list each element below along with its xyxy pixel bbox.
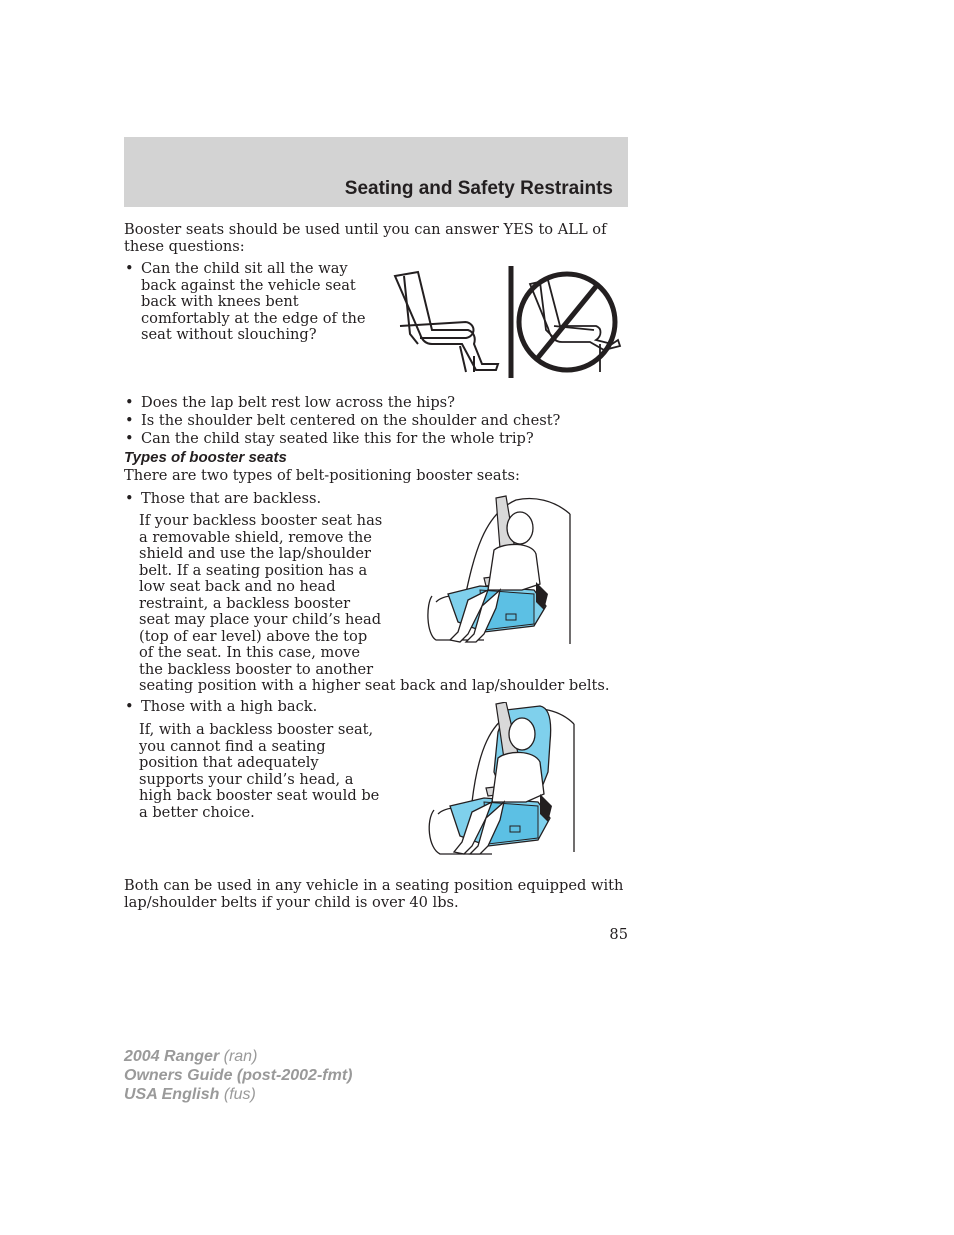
bullet-icon: • — [125, 698, 134, 715]
footer-line-2 — [124, 1066, 352, 1085]
intro-paragraph: Booster seats should be used until you can answer YES to ALL of these questions: — [124, 221, 607, 255]
bullet-icon: • — [125, 260, 134, 277]
page-number: 85 — [609, 926, 628, 943]
footer-model-code: (ran) — [223, 1048, 258, 1065]
backless-booster-illustration — [424, 494, 580, 652]
section-title: Seating and Safety Restraints — [344, 178, 613, 199]
section-heading: Types of booster seats — [124, 449, 287, 466]
question-3: Is the shoulder belt centered on the shoulder and chest? — [141, 412, 561, 429]
type-highback-label: Those with a high back. — [141, 698, 318, 715]
footer-guide: Owners Guide (post-2002-fmt) — [124, 1067, 353, 1084]
document-footer — [124, 1047, 352, 1104]
bullet-icon: • — [125, 490, 134, 507]
closing-paragraph: Both can be used in any vehicle in a seating position equipped with lap/shoulder belts if your child is over 40 lbs. — [124, 877, 624, 911]
question-4: Can the child stay seated like this for the whole trip? — [141, 430, 534, 447]
footer-line-3 — [124, 1085, 352, 1104]
type-backless-label: Those that are backless. — [141, 490, 322, 507]
question-2: Does the lap belt rest low across the hips? — [141, 394, 455, 411]
section-header-band — [124, 137, 628, 207]
section-intro: There are two types of belt-positioning booster seats: — [124, 467, 520, 484]
bullet-icon: • — [125, 412, 134, 429]
question-1: Can the child sit all the way back against the vehicle seat back with knees bent comfortably at the edge of the seat without slouching? — [141, 260, 366, 343]
incorrect-seating-prohibited-diagram — [519, 274, 620, 372]
high-back-booster-illustration — [424, 702, 580, 860]
type-highback-body: If, with a backless booster seat, you cannot find a seating position that adequately supports your child’s head, a high back booster seat would be a better choice. — [139, 721, 380, 821]
footer-language-code: (fus) — [223, 1086, 256, 1103]
bullet-icon: • — [125, 430, 134, 447]
seating-posture-diagram — [390, 264, 630, 382]
footer-line-1 — [124, 1047, 352, 1066]
footer-model: 2004 Ranger — [124, 1048, 220, 1065]
type-backless-body-tail: seating position with a higher seat back and lap/shoulder belts. — [139, 677, 610, 694]
type-backless-body: If your backless booster seat has a removable shield, remove the shield and use the lap/shoulder belt. If a seating position has a low seat back and no head restraint, a backless booster seat may place your child’s head (top of ear level) above the top of the seat. In this case, move the backless booster to another — [139, 512, 383, 678]
footer-language: USA English — [124, 1086, 220, 1103]
correct-seating-diagram — [395, 272, 498, 372]
bullet-icon: • — [125, 394, 134, 411]
